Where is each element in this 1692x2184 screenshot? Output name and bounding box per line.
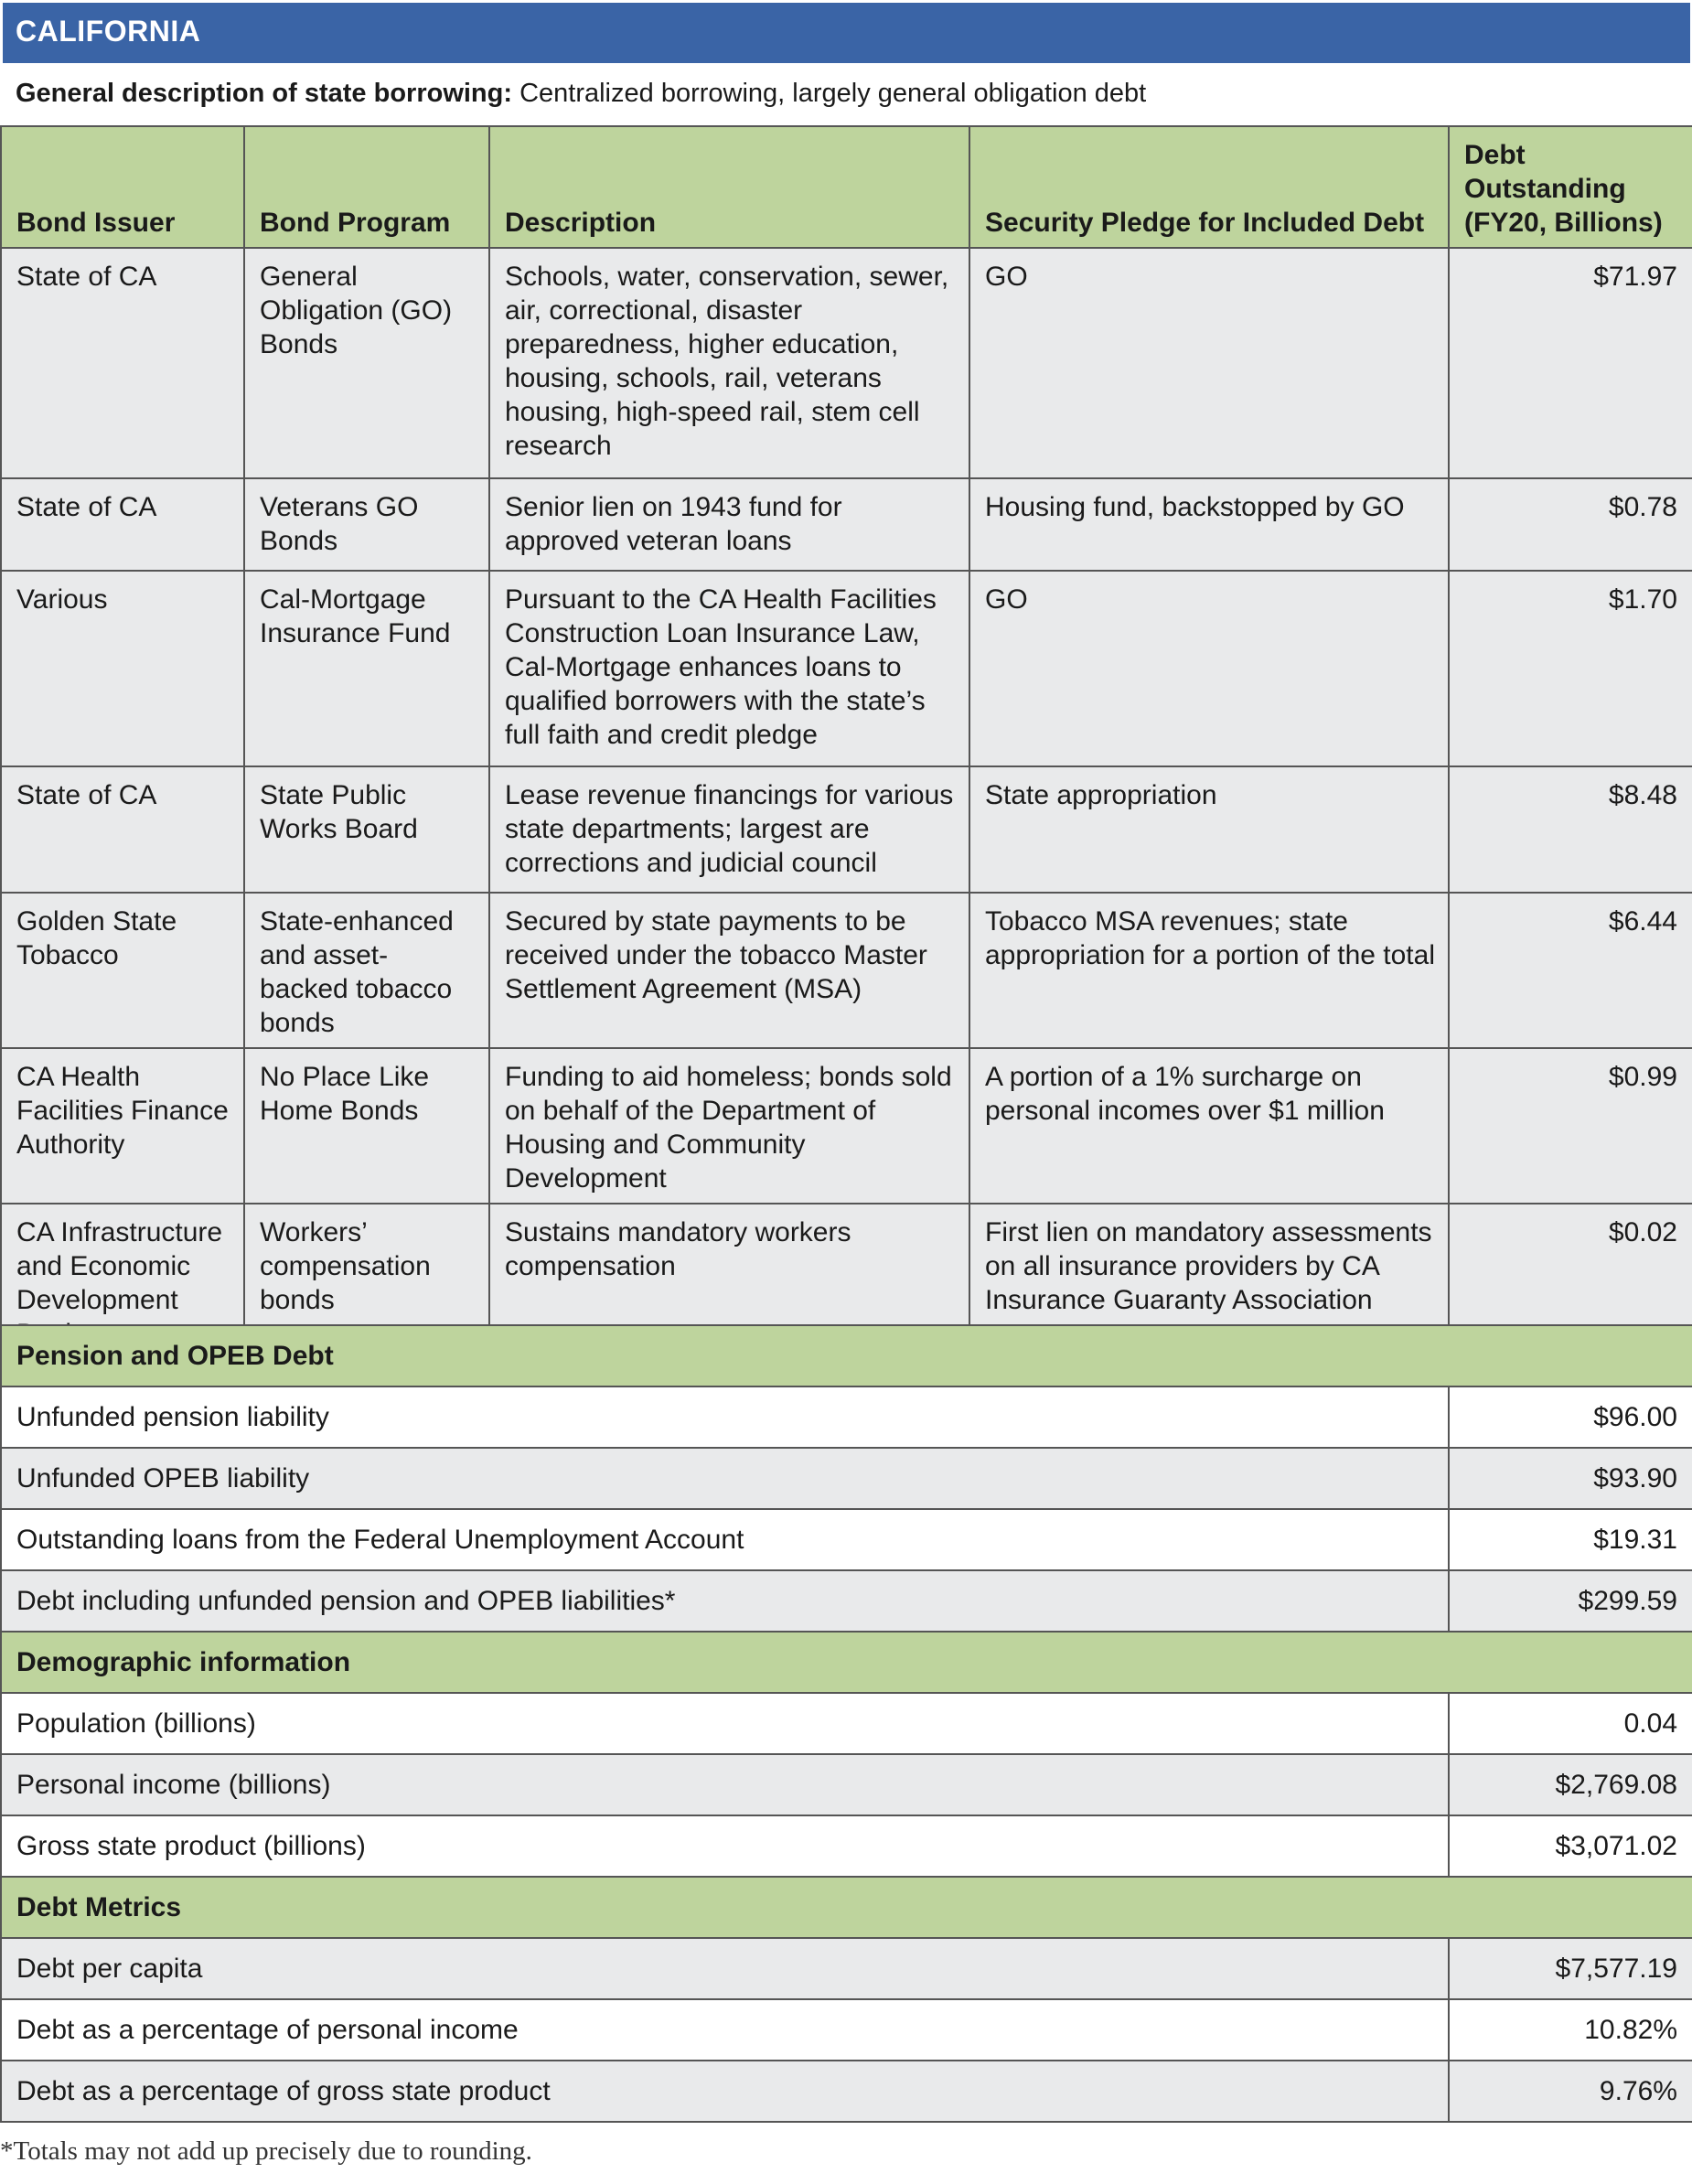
cell-pledge: A portion of a 1% surcharge on personal incomes over $1 million	[969, 1048, 1449, 1204]
item-value: $19.31	[1449, 1509, 1692, 1570]
general-description	[16, 79, 1146, 109]
list-item	[1, 1999, 1692, 2061]
list-item	[1, 1509, 1692, 1570]
item-label: Debt as a percentage of gross state product	[1, 2061, 1449, 2122]
table-row	[1, 248, 1692, 478]
section-title: Demographic information	[1, 1632, 1692, 1693]
item-value: $93.90	[1449, 1448, 1692, 1509]
cell-description: Pursuant to the CA Health Facilities Construction Loan Insurance Law, Cal-Mortgage enhances loans to qualified borrowers with the state’s full faith and credit pledge	[489, 571, 969, 766]
cell-amount: $8.48	[1449, 766, 1692, 893]
item-value: 10.82%	[1449, 1999, 1692, 2061]
cell-amount: $71.97	[1449, 248, 1692, 478]
cell-description: Funding to aid homeless; bonds sold on behalf of the Department of Housing and Community Development	[489, 1048, 969, 1204]
item-label: Unfunded pension liability	[1, 1386, 1449, 1448]
header-security-pledge: Security Pledge for Included Debt	[969, 126, 1449, 248]
bond-table	[0, 125, 1692, 1421]
section-header-metrics	[1, 1877, 1692, 1938]
item-value: $2,769.08	[1449, 1754, 1692, 1815]
cell-amount: $0.99	[1449, 1048, 1692, 1204]
item-value: $96.00	[1449, 1386, 1692, 1448]
cell-program: State Public Works Board	[244, 766, 489, 893]
cell-pledge: Tobacco MSA revenues; state appropriation for a portion of the total	[969, 893, 1449, 1048]
item-value: $7,577.19	[1449, 1938, 1692, 1999]
item-label: Unfunded OPEB liability	[1, 1448, 1449, 1509]
section-title: Pension and OPEB Debt	[1, 1325, 1692, 1386]
table-row	[1, 571, 1692, 766]
table-header-row	[1, 126, 1692, 248]
cell-pledge: Housing fund, backstopped by GO	[969, 478, 1449, 571]
item-value: 0.04	[1449, 1693, 1692, 1754]
header-bond-issuer: Bond Issuer	[1, 126, 244, 248]
item-value: 9.76%	[1449, 2061, 1692, 2122]
item-label: Gross state product (billions)	[1, 1815, 1449, 1877]
cell-program: Workers’ compensation bonds	[244, 1204, 489, 1359]
list-item	[1, 1448, 1692, 1509]
page-title: CALIFORNIA	[3, 3, 1690, 63]
cell-description: Lease revenue financings for various state departments; largest are corrections and judicial council	[489, 766, 969, 893]
item-label: Outstanding loans from the Federal Unemployment Account	[1, 1509, 1449, 1570]
list-item	[1, 1693, 1692, 1754]
cell-program: No Place Like Home Bonds	[244, 1048, 489, 1204]
general-description-label: General description of state borrowing:	[16, 79, 513, 108]
item-label: Population (billions)	[1, 1693, 1449, 1754]
footnote: *Totals may not add up precisely due to rounding.	[0, 2136, 532, 2166]
section-header-demographic	[1, 1632, 1692, 1693]
cell-issuer: State of CA	[1, 478, 244, 571]
header-debt-outstanding: Debt Outstanding (FY20, Billions)	[1449, 126, 1692, 248]
cell-issuer: CA Infrastructure and Economic Development	[1, 1204, 244, 1359]
cell-issuer: CA Health Facilities Finance Authority	[1, 1048, 244, 1204]
list-item	[1, 1570, 1692, 1632]
item-label: Debt per capita	[1, 1938, 1449, 1999]
list-item	[1, 2061, 1692, 2122]
section-title: Debt Metrics	[1, 1877, 1692, 1938]
cell-issuer: State of CA	[1, 248, 244, 478]
cell-program: Cal-Mortgage Insurance Fund	[244, 571, 489, 766]
cell-description: Secured by state payments to be received under the tobacco Master Settlement Agreement (MSA)	[489, 893, 969, 1048]
cell-pledge: GO	[969, 248, 1449, 478]
table-row	[1, 893, 1692, 1048]
list-item	[1, 1815, 1692, 1877]
cell-pledge: GO	[969, 571, 1449, 766]
general-description-text: Centralized borrowing, largely general obligation debt	[512, 79, 1147, 108]
cell-description: Schools, water, conservation, sewer, air, correctional, disaster preparedness, higher education, housing, schools, rail, veterans housing, high-speed rail, stem cell research	[489, 248, 969, 478]
header-bond-program: Bond Program	[244, 126, 489, 248]
item-label: Debt including unfunded pension and OPEB liabilities*	[1, 1570, 1449, 1632]
cell-amount: $0.78	[1449, 478, 1692, 571]
item-label: Personal income (billions)	[1, 1754, 1449, 1815]
cell-issuer: State of CA	[1, 766, 244, 893]
cell-program: State-enhanced and asset-backed tobacco bonds	[244, 893, 489, 1048]
summary-table	[0, 1324, 1692, 2123]
section-header-pension	[1, 1325, 1692, 1386]
cell-amount: $6.44	[1449, 893, 1692, 1048]
cell-description: Senior lien on 1943 fund for approved veteran loans	[489, 478, 969, 571]
item-value: $3,071.02	[1449, 1815, 1692, 1877]
table-row	[1, 766, 1692, 893]
item-value: $299.59	[1449, 1570, 1692, 1632]
cell-pledge: State appropriation	[969, 766, 1449, 893]
item-label: Debt as a percentage of personal income	[1, 1999, 1449, 2061]
cell-program: General Obligation (GO) Bonds	[244, 248, 489, 478]
cell-issuer: Various	[1, 571, 244, 766]
cell-issuer: Golden State Tobacco	[1, 893, 244, 1048]
list-item	[1, 1386, 1692, 1448]
cell-amount: $0.02	[1449, 1204, 1692, 1359]
list-item	[1, 1754, 1692, 1815]
list-item	[1, 1938, 1692, 1999]
table-row	[1, 1048, 1692, 1204]
cell-amount: $1.70	[1449, 571, 1692, 766]
cell-description: Sustains mandatory workers compensation	[489, 1204, 969, 1359]
table-row	[1, 478, 1692, 571]
header-description: Description	[489, 126, 969, 248]
cell-program: Veterans GO Bonds	[244, 478, 489, 571]
cell-pledge: First lien on mandatory assessments on all insurance providers by CA Insurance Guaranty Association	[969, 1204, 1449, 1359]
